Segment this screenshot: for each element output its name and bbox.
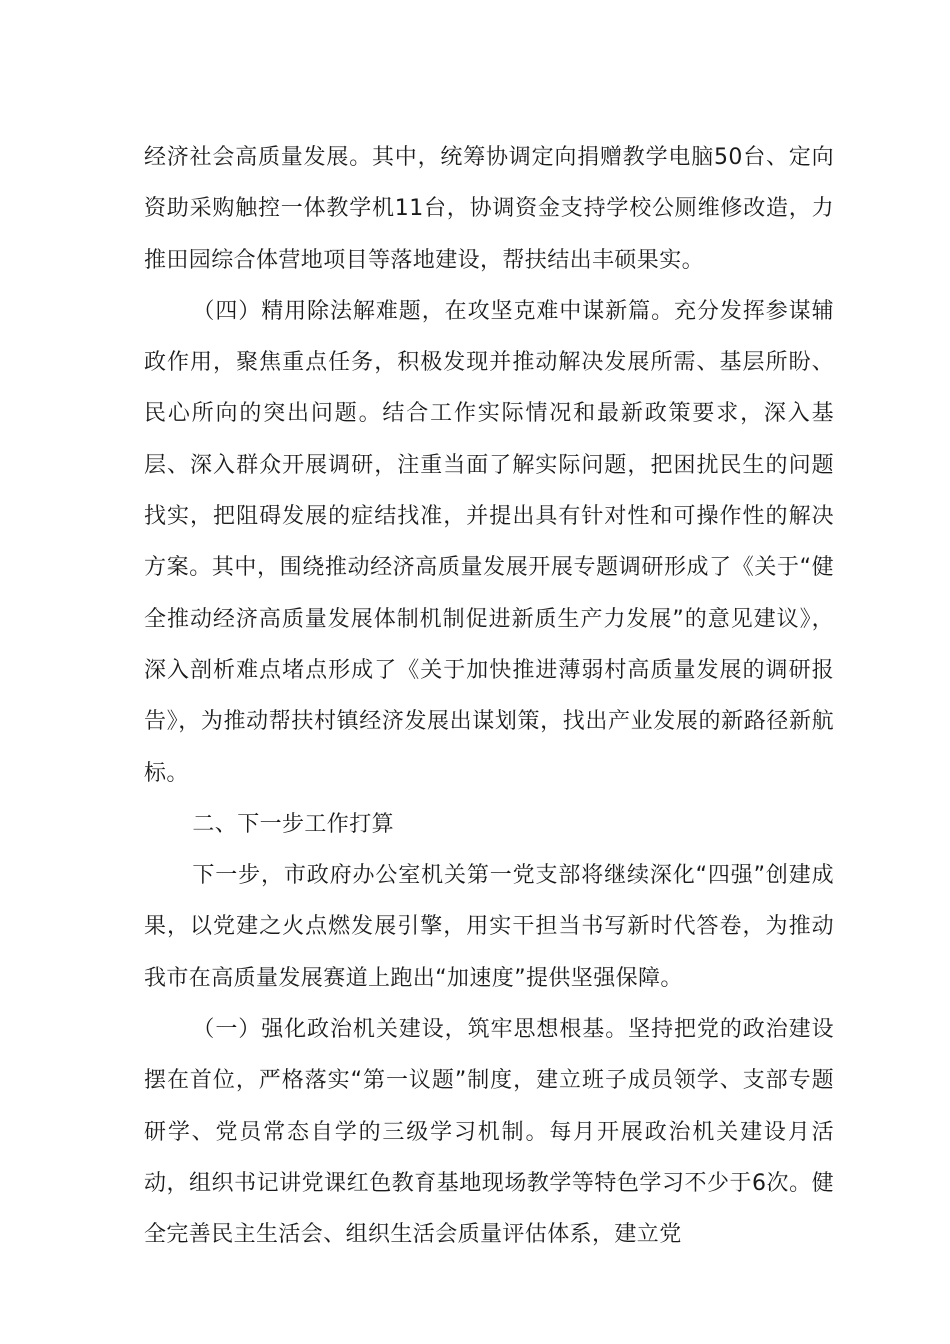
paragraph-next-steps-intro: 下一步，市政府办公室机关第一党支部将继续深化“四强”创建成果，以党建之火点燃发展引擎，用实干担当书写新时代答卷，为推动我市在高质量发展赛道上跑出“加速度”提供坚强保障。 [144, 863, 834, 991]
paragraph-achievements-summary: 经济社会高质量发展。其中，统筹协调定向捐赠教学电脑50台、定向资助采购触控一体教学机11台，协调资金支持学校公厕维修改造，力推田园综合体营地项目等落地建设，帮扶结出丰硕果实。 [144, 145, 834, 273]
section-heading-next-steps: 二、下一步工作打算 [192, 811, 394, 837]
document-body [144, 132, 834, 1261]
paragraph-political-construction: （一）强化政治机关建设，筑牢思想根基。坚持把党的政治建设摆在首位，严格落实“第一议题”制度，建立班子成员领学、支部专题研学、党员常态自学的三级学习机制。每月开展政治机关建设月活动，组织书记讲党课红色教育基地现场教学等特色学习不少于6次。健全完善民主生活会、组织生活会质量评估体系，建立党 [144, 1017, 834, 1248]
paragraph-section-four: （四）精用除法解难题，在攻坚克难中谋新篇。充分发挥参谋辅政作用，聚焦重点任务，积极发现并推动解决发展所需、基层所盼、民心所向的突出问题。结合工作实际情况和最新政策要求，深入基层、深入群众开展调研，注重当面了解实际问题，把困扰民生的问题找实，把阻碍发展的症结找准，并提出具有针对性和可操作性的解决方案。其中，围绕推动经济高质量发展开展专题调研形成了《关于“健全推动经济高质量发展体制机制促进新质生产力发展”的意见建议》，深入剖析难点堵点形成了《关于加快推进薄弱村高质量发展的调研报告》，为推动帮扶村镇经济发展出谋划策，找出产业发展的新路径新航标。 [144, 298, 834, 786]
